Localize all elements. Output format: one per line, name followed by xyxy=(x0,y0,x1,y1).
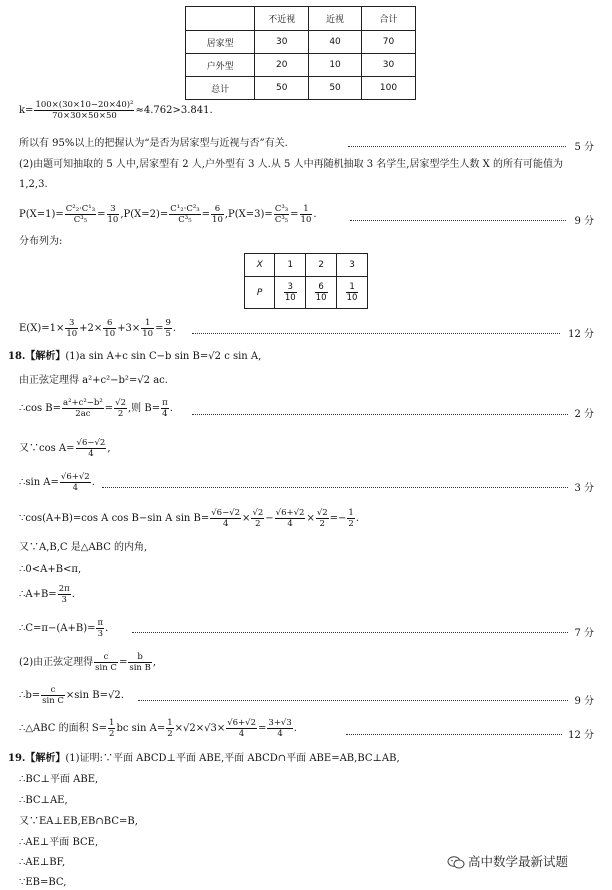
k-formula-prefix: k= xyxy=(19,105,34,116)
part2-text: (2)由题可知抽取的 5 人中,居家型有 2 人,户外型有 3 人.从 5 人中再随机抽取 3 名学生,居家型学生人数 X 的所有可能值为 xyxy=(19,159,563,170)
dotted-leader xyxy=(348,146,566,147)
table-cell: 10 xyxy=(309,54,362,77)
k-numerator: 100×(30×10−20×40)² xyxy=(35,100,134,110)
dotted-leader xyxy=(350,220,566,221)
q18-line11: (2)由正弦定理得 $\frac{c}{\text{sin C}}$ = $\frac{b}{\text{sin B}}$ , xyxy=(19,652,157,673)
q18-line4: 又∵cos A= $\frac{√6-√2}{4}$ , xyxy=(19,438,111,459)
q18-line2: 由正弦定理得 a²+c²−b²=√2 ac. xyxy=(19,375,168,386)
table-header-cell: 近视 xyxy=(309,7,362,31)
score-label: 12 分 xyxy=(568,329,594,340)
dist-x-value: 3 xyxy=(337,254,368,277)
table-cell: 40 xyxy=(309,31,362,54)
table-cell: 总计 xyxy=(186,77,255,100)
score-label: 3 分 xyxy=(574,483,594,494)
table-header-cell xyxy=(186,7,255,31)
table-cell: 居家型 xyxy=(186,31,255,54)
q18-line1: 18.【解析】(1)a sin A+c sin C−b sin B=√2 c sin A, xyxy=(8,351,262,362)
q18-line13: ∴△ABC 的面积 S= $\frac{1}{2}$ bc sin A= $\frac{1}{2}$ ×√2×√3× $\frac{√6+√2}{4}$ = $\frac{3+√3}{4}$ . xyxy=(19,718,297,739)
distribution-label: 分布列为: xyxy=(19,236,63,247)
q19-line5: ∴AE⊥平面 BCE, xyxy=(19,837,99,848)
dotted-leader xyxy=(192,333,560,334)
contingency-table xyxy=(185,6,416,100)
table-header-cell: 不近视 xyxy=(255,7,309,31)
k-denominator: 70×30×50×50 xyxy=(52,111,117,121)
dist-p-value: $\frac{3}{10}$ xyxy=(275,277,306,309)
q19-line6: ∴AE⊥BF, xyxy=(19,857,66,868)
wechat-icon xyxy=(447,856,465,869)
q19-line2: ∴BC⊥平面 ABE, xyxy=(19,774,99,785)
q18-line8: ∴0<A+B<π, xyxy=(19,564,82,575)
q19-line7: ∵EB=BC, xyxy=(19,877,67,888)
dist-p-value: $\frac{6}{10}$ xyxy=(306,277,337,309)
table-cell: 50 xyxy=(309,77,362,100)
table-cell: 户外型 xyxy=(186,54,255,77)
table-cell: 30 xyxy=(361,54,415,77)
q18-line9: ∴A+B= $\frac{2\pi}{3}$ . xyxy=(19,584,75,605)
q19-line4: 又∵EA⊥EB,EB∩BC=B, xyxy=(19,816,138,827)
part2-values: 1,2,3. xyxy=(19,179,48,190)
q18-line5: ∴sin A= $\frac{√6+√2}{4}$ . xyxy=(19,472,95,493)
table-cell: 70 xyxy=(361,31,415,54)
dotted-leader xyxy=(346,734,562,735)
dotted-leader xyxy=(192,414,568,415)
conclusion-line: 所以有 95%以上的把握认为“是否为居家型与近视与否”有关. xyxy=(19,138,288,149)
score-label: 7 分 xyxy=(574,628,594,639)
dist-x-label: X xyxy=(245,254,275,277)
q18-line10: ∴C=π−(A+B)= $\frac{\pi}{3}$ . xyxy=(19,618,109,639)
q19-line3: ∴BC⊥AE, xyxy=(19,795,68,806)
table-cell: 100 xyxy=(361,77,415,100)
dist-x-value: 2 xyxy=(306,254,337,277)
q18-line3: ∴cos B= $\frac{\text{a²+c²−b²}}{2ac}$ = $\frac{√2}{2}$ ,则 B= $\frac{\pi}{4}$ . xyxy=(19,398,173,419)
q18-line12: ∴b= $\frac{c}{\text{sin C}}$ ×sin B=√2. xyxy=(19,685,124,706)
dotted-leader xyxy=(132,632,568,633)
score-label: 12 分 xyxy=(568,730,594,741)
expectation-line: E(X)=1× $\frac{3}{10}$ +2× $\frac{6}{10}$ +3× $\frac{1}{10}$ = $\frac{9}{5}$ . xyxy=(19,318,177,339)
table-cell: 30 xyxy=(255,31,309,54)
dist-p-value: $\frac{1}{10}$ xyxy=(337,277,368,309)
watermark xyxy=(447,852,568,870)
watermark-text: 高中数学最新试题 xyxy=(468,854,569,869)
table-cell: 50 xyxy=(255,77,309,100)
score-label: 5 分 xyxy=(574,142,594,153)
table-header-cell: 合计 xyxy=(361,7,415,31)
q19-line1: 19.【解析】(1)证明:∵平面 ABCD⊥平面 ABE,平面 ABCD∩平面 ABE=AB,BC⊥AB, xyxy=(8,753,400,764)
dist-p-label: P xyxy=(245,277,275,309)
q18-tag: 18.【解析】 xyxy=(8,351,66,362)
q19-tag: 19.【解析】 xyxy=(8,753,66,764)
q18-line6: ∵cos(A+B)=cos A cos B−sin A sin B= $\frac{√6-√2}{4}$ × $\frac{√2}{2}$ − $\frac{√6+√2}{4}$ × $\frac{√2}{2}$ =− $\frac{1}{2}$ . xyxy=(19,508,360,529)
dotted-leader xyxy=(138,700,568,701)
probability-line: P(X=1)= $\frac{\text{C²₂·C¹₃}}{\text{C³₅}}$ = $\frac{3}{10}$ ,P(X=2)= $\frac{\text{C¹₂·C²₃}}{\text{C³₅}}$ = $\frac{6}{10}$ ,P(X=3)= $\frac{\text{C³₃}}{\text{C³₅}}$ = $\frac{1}{10}$ . xyxy=(19,204,317,225)
table-cell: 20 xyxy=(255,54,309,77)
dist-x-value: 1 xyxy=(275,254,306,277)
score-label: 2 分 xyxy=(574,409,594,420)
dotted-leader xyxy=(102,487,568,488)
k-fraction xyxy=(34,100,134,121)
k-formula-suffix: ≈4.762>3.841. xyxy=(135,105,213,116)
k-formula xyxy=(19,100,213,121)
distribution-table xyxy=(244,253,368,309)
score-label: 9 分 xyxy=(574,696,594,707)
score-label: 9 分 xyxy=(574,216,594,227)
q18-line7: 又∵A,B,C 是△ABC 的内角, xyxy=(19,542,148,553)
